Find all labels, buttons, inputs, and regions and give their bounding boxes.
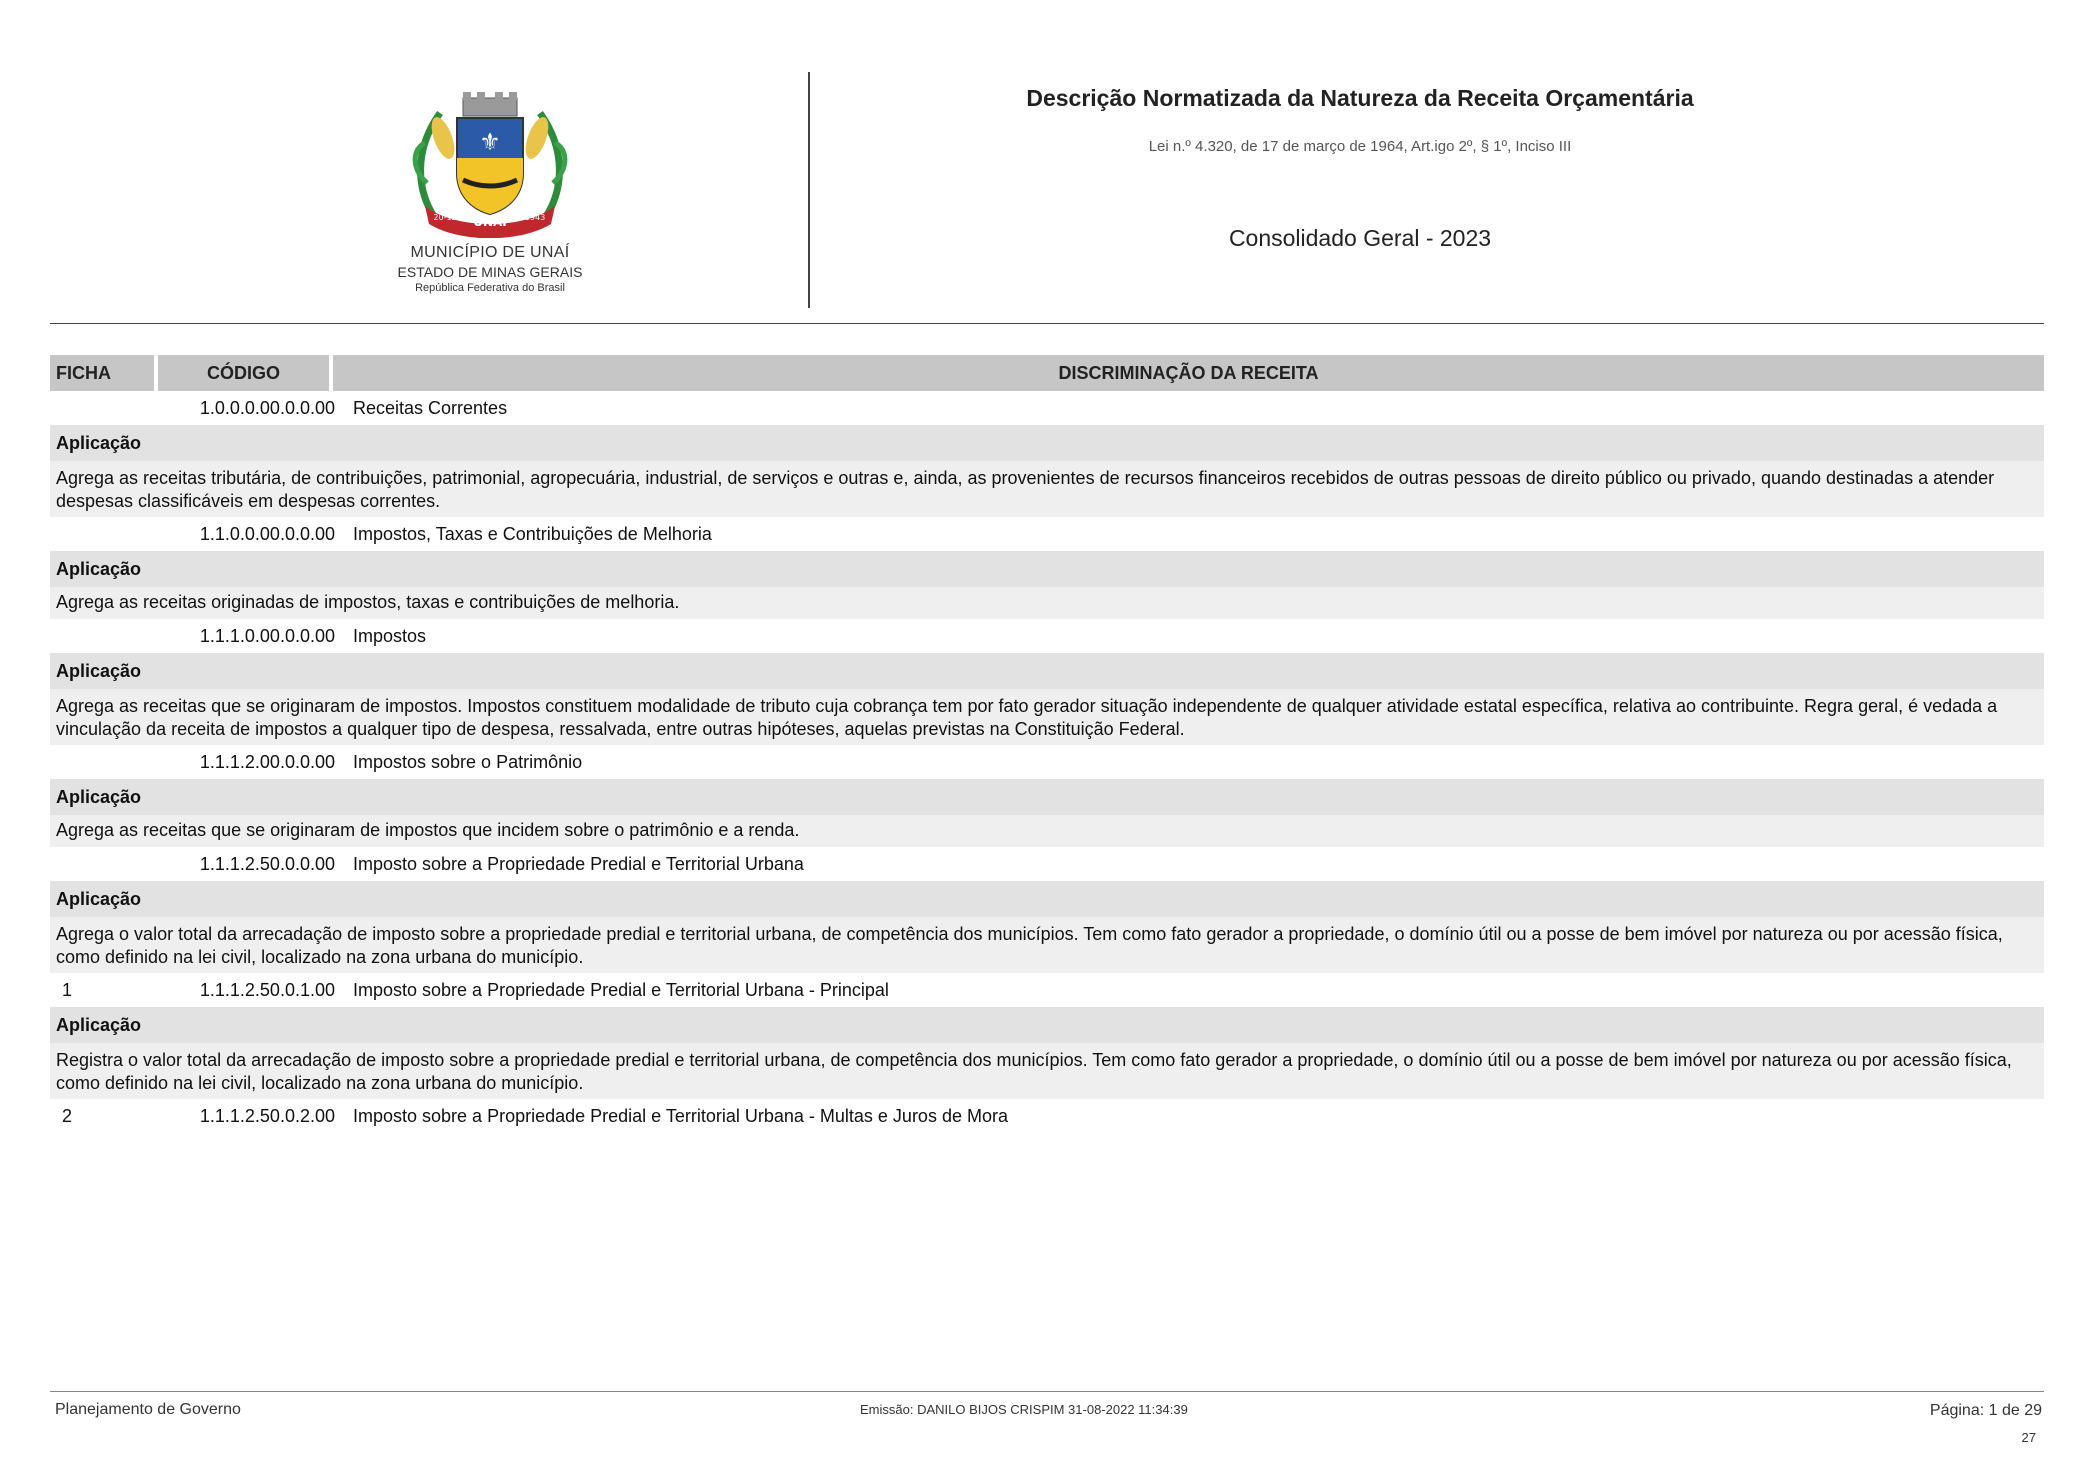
footer-department: Planejamento de Governo [55,1401,241,1418]
column-header-discriminacao: DISCRIMINAÇÃO DA RECEITA [333,355,2044,391]
aplicacao-label: Aplicação [50,779,2044,815]
country-name: República Federativa do Brasil [415,282,565,294]
column-header-ficha: FICHA [50,355,154,391]
state-name: ESTADO DE MINAS GERAIS [397,264,583,280]
descricao-cell: Impostos [353,625,427,646]
crest-ribbon-text: UNAÍ [473,215,507,229]
table-row [50,973,2044,1007]
table-row [50,745,2044,779]
codigo-cell: 1.1.1.2.50.0.2.00 [199,1105,335,1126]
header-rule [50,323,2044,324]
aplicacao-text: Agrega as receitas tributária, de contribuições, patrimonial, agropecuária, industrial, de serviços e outras e, ainda, as provenientes de recursos financeiros recebidos de outras pessoas de direito público ou privado, quando destinadas a atender despesas classificáveis em despesas correntes. [50,461,2044,517]
title-block [850,85,1870,252]
aplicacao-text: Agrega as receitas que se originaram de impostos. Impostos constituem modalidade de tributo cuja cobrança tem por fato gerador situação independente de qualquer atividade estatal específica, relativa ao contribuinte. Regra geral, é vedada a vinculação da receita de impostos a qualquer tipo de despesa, ressalvada, entre outras hipóteses, aquelas previstas na Constituição Federal. [50,689,2044,745]
table-row [50,1099,2044,1133]
codigo-cell: 1.1.1.2.50.0.1.00 [199,979,335,1000]
table-row [50,847,2044,881]
footer-rule [50,1391,2044,1392]
municipal-coat-of-arms [405,88,575,238]
aplicacao-label: Aplicação [50,425,2044,461]
aplicacao-text: Registra o valor total da arrecadação de imposto sobre a propriedade predial e territorial urbana, de competência dos municípios. Tem como fato gerador a propriedade, o domínio útil ou a posse de bem imóvel por natureza ou por acessão física, como definido na lei civil, localizado na zona urbana do município. [50,1043,2044,1099]
ficha-cell: 1 [62,979,73,1000]
descricao-cell: Imposto sobre a Propriedade Predial e Territorial Urbana [353,853,804,874]
consolidated-label: Consolidado Geral - 2023 [1228,225,1492,251]
descricao-cell: Impostos sobre o Patrimônio [353,751,583,772]
aplicacao-text: Agrega as receitas originadas de impostos, taxas e contribuições de melhoria. [50,587,2044,619]
aplicacao-label: Aplicação [50,1007,2044,1043]
descricao-cell: Imposto sobre a Propriedade Predial e Territorial Urbana - Principal [353,979,889,1000]
codigo-cell: 1.0.0.0.00.0.0.00 [199,397,335,418]
codigo-cell: 1.1.1.2.00.0.0.00 [199,751,335,772]
codigo-cell: 1.1.0.0.00.0.0.00 [199,523,335,544]
descricao-cell: Imposto sobre a Propriedade Predial e Territorial Urbana - Multas e Juros de Mora [353,1105,1008,1126]
aplicacao-label: Aplicação [50,881,2044,917]
codigo-cell: 1.1.1.0.00.0.0.00 [199,625,335,646]
column-header-codigo: CÓDIGO [158,355,329,391]
crest-date-left: 20-12 [433,213,457,222]
footer-page-number: 27 [2021,1430,2036,1445]
aplicacao-text: Agrega o valor total da arrecadação de imposto sobre a propriedade predial e territorial urbana, de competência dos municípios. Tem como fato gerador a propriedade, o domínio útil ou a posse de bem imóvel por natureza ou por acessão física, como definido na lei civil, localizado na zona urbana do município. [50,917,2044,973]
crest-date-right: 1943 [524,213,546,222]
codigo-cell: 1.1.1.2.50.0.0.00 [199,853,335,874]
aplicacao-label: Aplicação [50,653,2044,689]
revenue-table [50,355,2044,1133]
footer-emission: Emissão: DANILO BIJOS CRISPIM 31-08-2022 11:34:39 [860,1402,1188,1417]
footer-page-indicator: Página: 1 de 29 [1929,1402,2042,1419]
svg-text:⚜: ⚜ [479,128,501,156]
document-header [50,70,2044,320]
aplicacao-text: Agrega as receitas que se originaram de impostos que incidem sobre o patrimônio e a renda. [50,815,2044,847]
table-row [50,517,2044,551]
document-title: Descrição Normatizada da Natureza da Receita Orçamentária [1026,85,1694,111]
header-divider [808,72,810,308]
table-header [50,355,2044,391]
law-reference: Lei n.º 4.320, de 17 de março de 1964, Art.igo 2º, § 1º, Inciso III [1148,138,1572,155]
table-row [50,619,2044,653]
descricao-cell: Receitas Correntes [353,397,508,418]
table-row [50,391,2044,425]
ficha-cell: 2 [62,1105,73,1126]
descricao-cell: Impostos, Taxas e Contribuições de Melhoria [353,523,712,544]
aplicacao-label: Aplicação [50,551,2044,587]
municipality-name: MUNICÍPIO DE UNAÍ [410,244,570,261]
municipality-logo-block [340,70,640,310]
